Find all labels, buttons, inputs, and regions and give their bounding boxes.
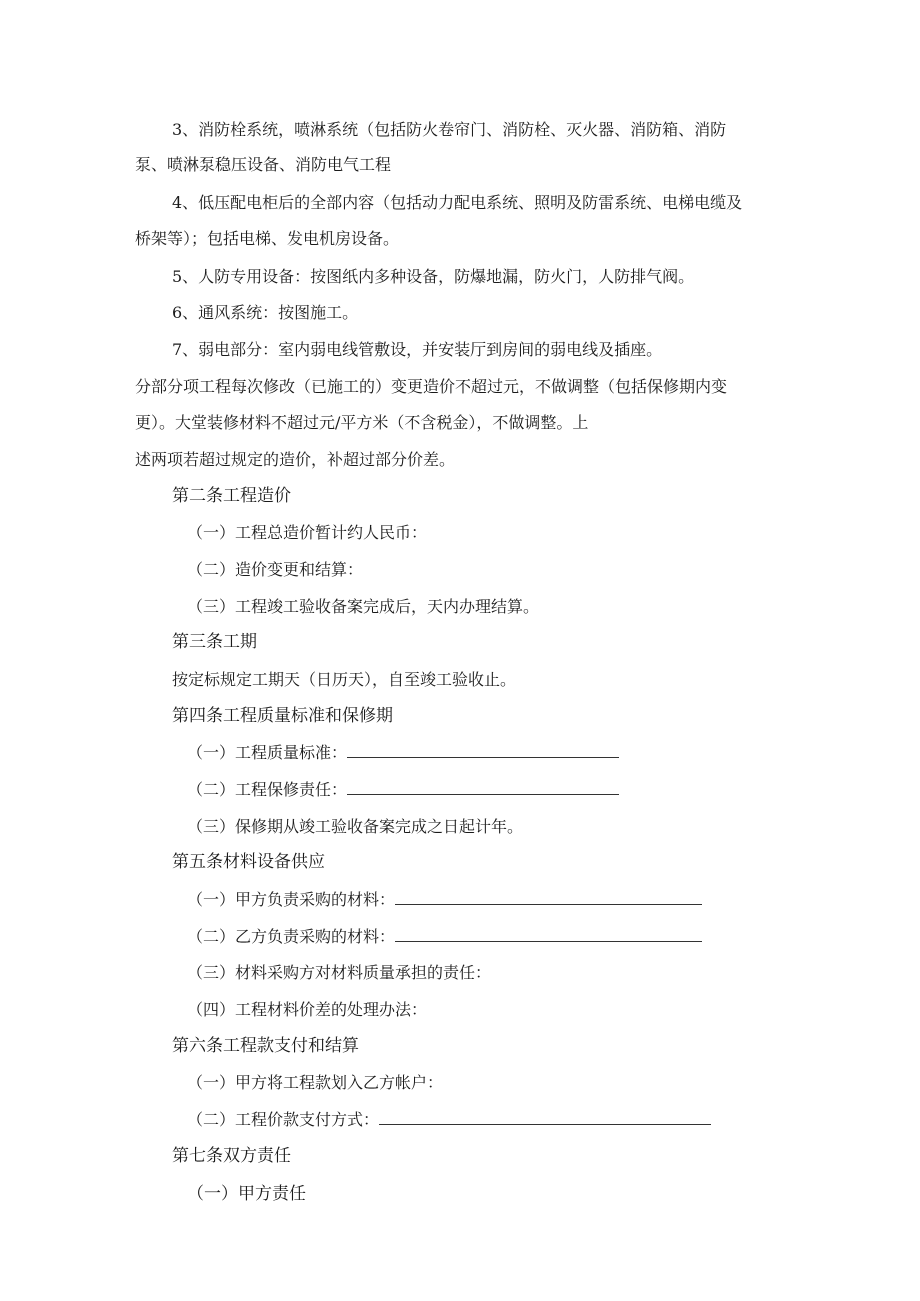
article-4-item-3: （三）保修期从竣工验收备案完成之日起计年。 <box>187 817 524 836</box>
item-7: 7、弱电部分：室内弱电线管敷设，并安装厅到房间的弱电线及插座。 <box>172 340 663 359</box>
article-5-item-4: （四）工程材料价差的处理办法： <box>187 1000 428 1019</box>
article-5-item-2 <box>187 927 702 947</box>
article-6-item-2 <box>187 1110 711 1130</box>
party-a-materials-blank[interactable] <box>395 890 702 905</box>
article-4-item-2 <box>187 780 619 800</box>
article-7-title: 第七条双方责任 <box>172 1146 291 1166</box>
change-clause-line-2: 更）。大堂装修材料不超过元/平方米（不含税金），不做调整。上 <box>135 413 589 432</box>
quality-standard-blank[interactable] <box>347 743 619 758</box>
warranty-responsibility-blank[interactable] <box>347 780 619 795</box>
article-5-title: 第五条材料设备供应 <box>172 852 325 872</box>
change-clause-line-3: 述两项若超过规定的造价，补超过部分价差。 <box>135 450 456 469</box>
party-b-materials-blank[interactable] <box>395 927 702 942</box>
article-2-item-2: （二）造价变更和结算： <box>187 560 364 579</box>
item-6: 6、通风系统：按图施工。 <box>172 303 359 322</box>
item-3-line-2: 泵、喷淋泵稳压设备、消防电气工程 <box>135 155 392 174</box>
payment-method-blank[interactable] <box>379 1110 711 1125</box>
article-2-item-3: （三）工程竣工验收备案完成后，天内办理结算。 <box>187 597 540 616</box>
article-6-item-1: （一）甲方将工程款划入乙方帐户： <box>187 1073 444 1092</box>
article-3-item-1: 按定标规定工期天（日历天），自至竣工验收止。 <box>172 670 517 689</box>
article-4-title: 第四条工程质量标准和保修期 <box>172 706 393 726</box>
article-4-item-2-label: （二）工程保修责任： <box>187 780 348 799</box>
article-5-item-1-label: （一）甲方负责采购的材料： <box>187 890 396 909</box>
article-2-item-1: （一）工程总造价暂计约人民币： <box>187 523 428 542</box>
item-3-line-1: 3、消防栓系统，喷淋系统（包括防火卷帘门、消防栓、灭火器、消防箱、消防 <box>172 120 727 139</box>
article-5-item-1 <box>187 890 702 910</box>
item-4-line-2: 桥架等）；包括电梯、发电机房设备。 <box>135 229 400 248</box>
change-clause-line-1: 分部分项工程每次修改（已施工的）变更造价不超过元，不做调整（包括保修期内变 <box>135 377 728 396</box>
article-2-title: 第二条工程造价 <box>172 486 291 506</box>
article-5-item-2-label: （二）乙方负责采购的材料： <box>187 927 396 946</box>
article-4-item-1-label: （一）工程质量标准： <box>187 743 348 762</box>
item-4-line-1: 4、低压配电柜后的全部内容（包括动力配电系统、照明及防雷系统、电梯电缆及 <box>172 193 743 212</box>
article-6-item-2-label: （二）工程价款支付方式： <box>187 1110 380 1129</box>
article-7-item-1: （一）甲方责任 <box>187 1184 306 1204</box>
article-6-title: 第六条工程款支付和结算 <box>172 1036 359 1056</box>
article-4-item-1 <box>187 743 619 763</box>
article-3-title: 第三条工期 <box>172 632 257 652</box>
item-5: 5、人防专用设备：按图纸内多种设备，防爆地漏，防火门，人防排气阀。 <box>172 267 695 286</box>
article-5-item-3: （三）材料采购方对材料质量承担的责任： <box>187 963 492 982</box>
